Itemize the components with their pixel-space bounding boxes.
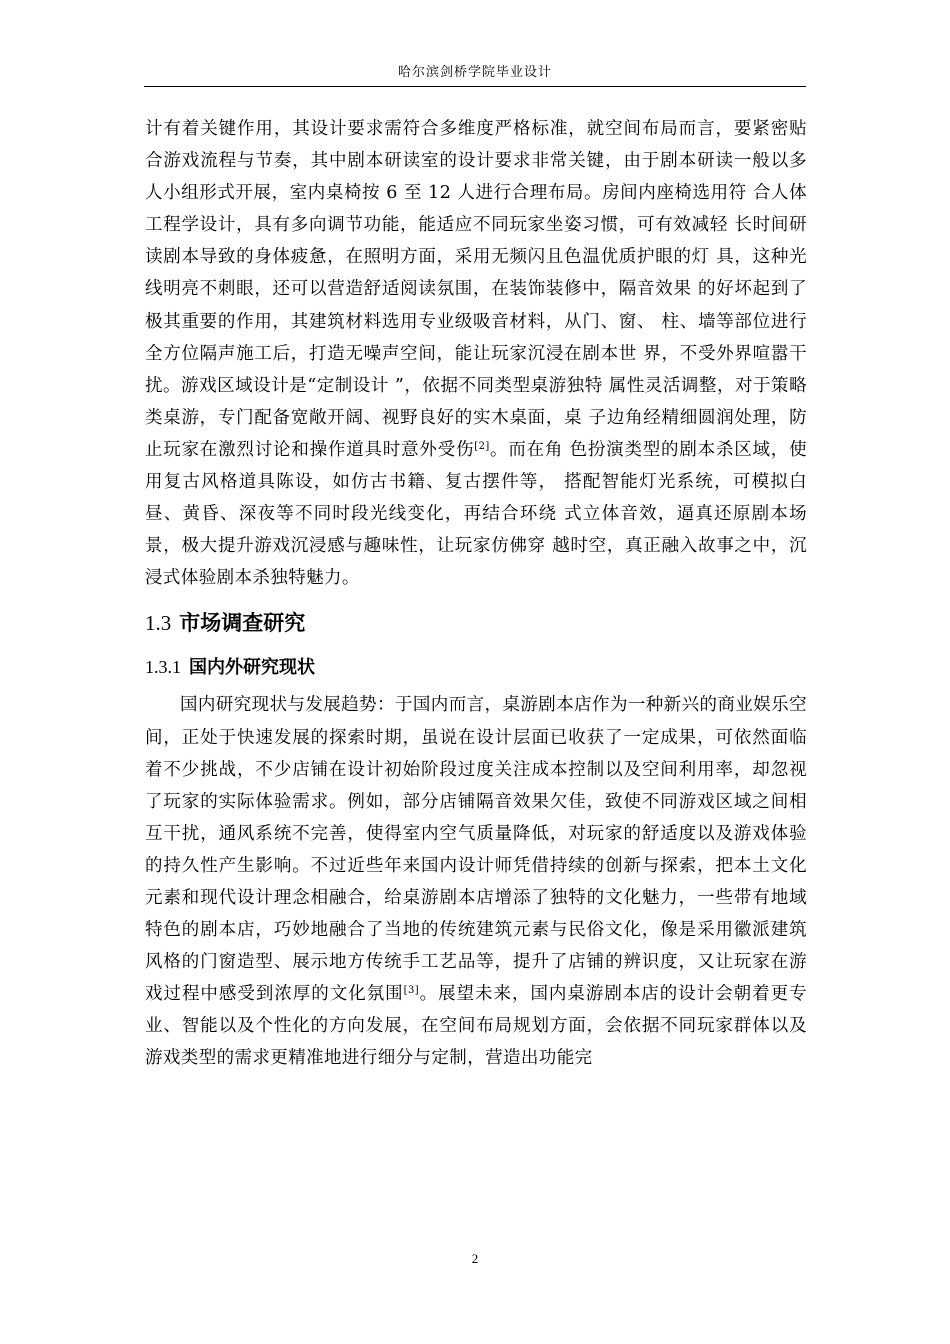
header-divider [144,86,806,87]
paragraph-text: 。展望未来，国内桌游剧本店的设计会朝着更专业、智能以及个性化的方向发展，在空间布局规划方面，会依据不同玩家群体以及游戏类型的需求更精准地进行细分与定制，营造出功能完 [145,984,807,1069]
paragraph-text: 国内研究现状与发展趋势：于国内而言，桌游剧本店作为一种新兴的商业娱乐空间，正处于快速发展的探索时期，虽说在设计层面已收获了一定成果，可依然面临着不少挑战，不少店铺在设计初始阶段过度关注成本控制以及空间利用率，却忽视了玩家的实际体验需求。例如，部分店铺隔音效果欠佳，致使不同游戏区域之间相互干扰，通风系统不完善，使得室内空气质量降低，对玩家的舒适度以及游戏体验的持久性产生影响。不过近些年来国内设计师凭借持续的创新与探索，把本土文化元素和现代设计理念相融合，给桌游剧本店增添了独特的文化魅力，一些带有地域特色的剧本店，巧妙地融合了当地的传统建筑元素与民俗文化，像是采用徽派建筑风格的门窗造型、展示地方传统手工艺品等，提升了店铺的辨识度，又让玩家在游戏过程中感受到浓厚的文化氛围 [145,695,807,1005]
page-header-title: 哈尔滨剑桥学院毕业设计 [397,65,552,80]
document-body [145,113,807,1075]
section-heading [145,606,807,640]
citation-ref[interactable]: [2] [474,440,490,452]
paragraph-text: 计有着关键作用，其设计要求需符合多维度严格标准，就空间布局而言，要紧密贴合游戏流程与节奏，其中剧本研读室的设计要求非常关键，由于剧本研读一般以多人小组形式开展，室内桌椅按 6 至 12 人进行合理布局。房间内座椅选用符 合人体工程学设计，具有多向调节功能，能适应不同玩家坐姿习惯，可有效减轻 长时间研读剧本导致的身体疲惫，在照明方面，采用无频闪且色温优质护眼的灯 具，这种光线明亮不刺眼，还可以营造舒适阅读氛围，在装饰装修中，隔音效果 的好坏起到了极其重要的作用，其建筑材料选用专业级吸音材料，从门、窗、 柱、墙等部位进行全方位隔声施工后，打造无噪声空间，能让玩家沉浸在剧本世 界，不受外界喧嚣干扰。游戏区域设计是“定制设计 ”，依据不同类型桌游独特 属性灵活调整，对于策略类桌游，专门配备宽敞开阔、视野良好的实木桌面，桌 子边角经精细圆润处理，防止玩家在激烈讨论和操作道具时意外受伤 [145,119,807,460]
body-paragraph [145,113,807,594]
page-number: 2 [471,1251,479,1266]
subsection-heading [145,652,807,683]
subsection-number: 1.3.1 [145,657,181,678]
subsection-title: 国内外研究现状 [189,657,315,679]
body-paragraph [145,689,807,1074]
citation-ref[interactable]: [3] [403,985,420,997]
section-number: 1.3 [145,611,172,636]
paragraph-text: 。而在角 色扮演类型的剧本杀区域，使用复古风格道具陈设，如仿古书籍、复古摆件等， 搭配智能灯光系统，可模拟白昼、黄昏、深夜等不同时段光线变化，再结合环绕 式立体音效，逼真还原剧本场景，极大提升游戏沉浸感与趣味性，让玩家仿佛穿 越时空，真正融入故事之中，沉浸式体验剧本杀独特魅力。 [145,439,807,589]
section-title: 市场调查研究 [179,611,306,636]
